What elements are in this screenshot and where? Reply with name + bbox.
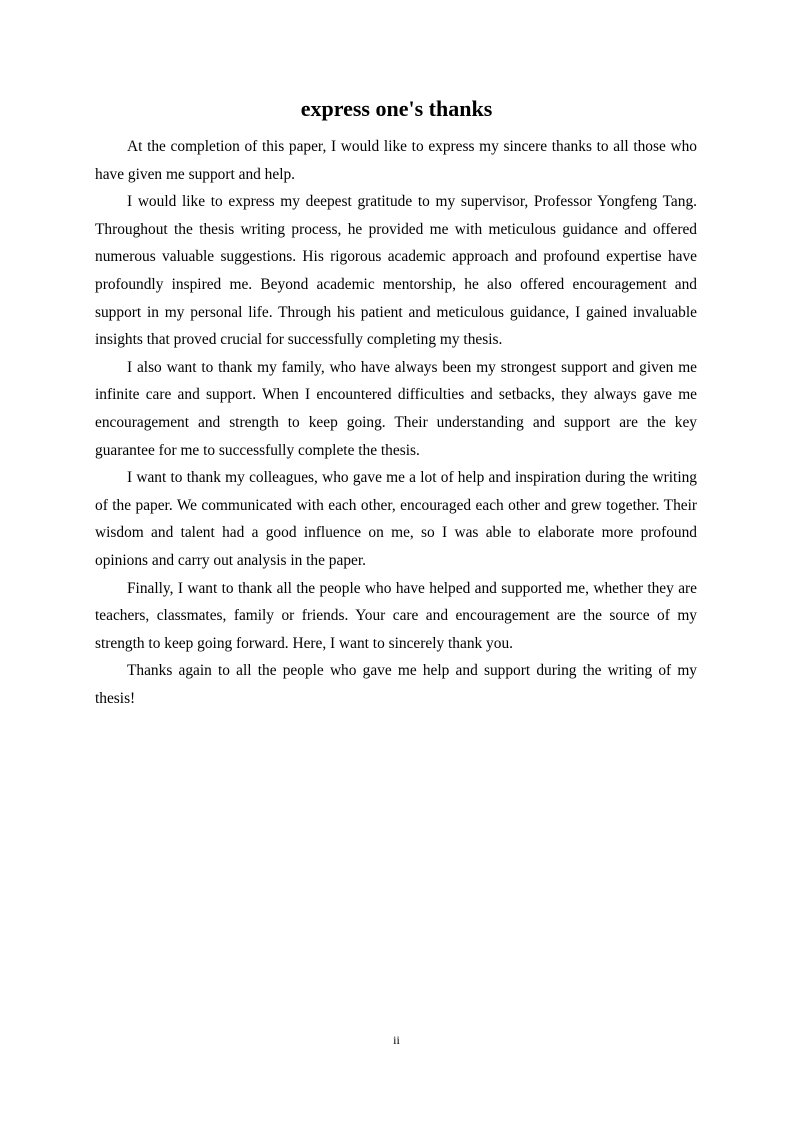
page-title: express one's thanks [300,96,493,121]
paragraph-closing: Thanks again to all the people who gave me help and support during the writing of my thesis! [95,662,697,707]
paragraph-everyone: Finally, I want to thank all the people who have helped and supported me, whether they are teachers, classmates, family or friends. Your care and encouragement are the source of my strength to keep going forward. Here, I want to sincerely thank you. [95,579,697,652]
paragraph-colleagues: I want to thank my colleagues, who gave me a lot of help and inspiration during the writing of the paper. We communicated with each other, encouraged each other and grew together. Their wisdom and talent had a good influence on me, so I was able to elaborate more profound opinions and carry out analysis in the paper. [95,469,697,569]
acknowledgement-body [95,133,697,712]
paragraph-supervisor: I would like to express my deepest gratitude to my supervisor, Professor Yongfeng Tang. Throughout the thesis writing process, he provided me with meticulous guidance and offered numerous valuable suggestions. His rigorous academic approach and profound expertise have profoundly inspired me. Beyond academic mentorship, he also offered encouragement and support in my personal life. Through his patient and meticulous guidance, I gained invaluable insights that proved crucial for successfully completing my thesis. [95,193,697,349]
paragraph-intro: At the completion of this paper, I would like to express my sincere thanks to all those who have given me support and help. [95,138,697,183]
page-number: ii [393,1033,400,1047]
paragraph-family: I also want to thank my family, who have always been my strongest support and given me infinite care and support. When I encountered difficulties and setbacks, they always gave me encouragement and strength to keep going. Their understanding and support are the key guarantee for me to successfully complete the thesis. [95,358,697,459]
